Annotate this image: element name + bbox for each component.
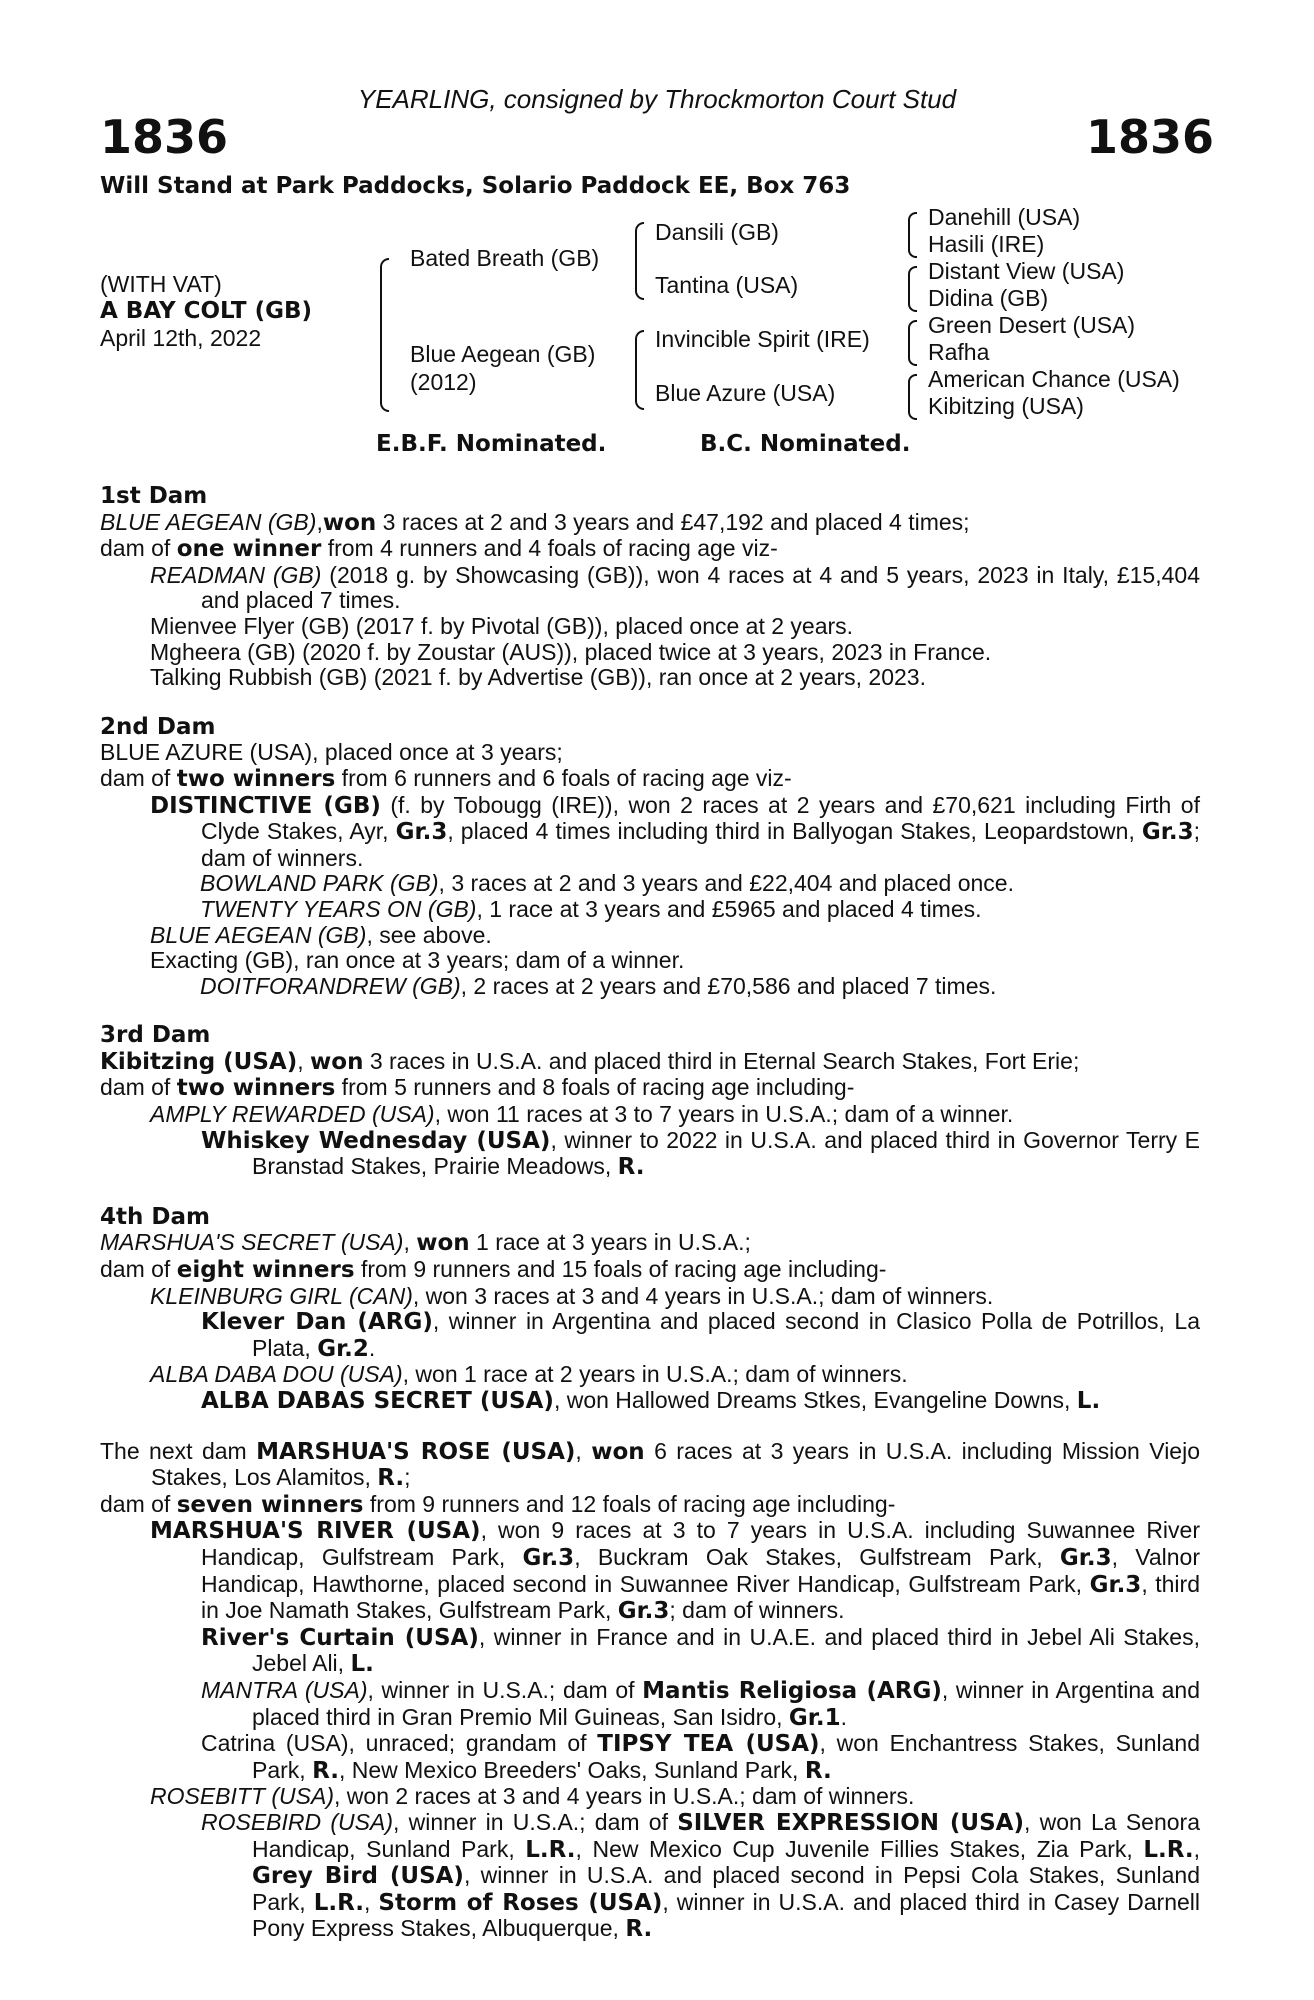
text: , (1193, 1835, 1200, 1862)
grandsire-4: American Chance (USA) (928, 366, 1180, 392)
bc-nomination: B.C. Nominated. (700, 431, 911, 457)
brace-parents (380, 258, 389, 412)
bold-text: Gr.1 (788, 1704, 841, 1731)
text: , Buckram Oak Stakes, Gulfstream Park, (574, 1543, 1060, 1570)
text: Talking Rubbish (GB) (2021 f. by Advertise (GB)), ran once at 2 years, 2023. (150, 664, 926, 691)
text: , won Hallowed Dreams Stkes, Evangeline Downs, (553, 1387, 1077, 1413)
entry-line (100, 563, 1200, 614)
bold-text: TIPSY TEA (USA) (597, 1731, 820, 1758)
dam-year: (2012) (410, 369, 477, 395)
text: , won 2 races at 3 and 4 years in U.S.A.; dam of winners. (334, 1783, 915, 1810)
text: (f. by Tobougg (IRE)), won 2 races at 2 years and £70,621 including Firth of Clyde Stakes, Ayr, (201, 791, 1200, 845)
text: BLUE AZURE (USA), placed once at 3 years; (100, 739, 563, 766)
entry-line (100, 665, 1200, 691)
bold-text: seven winners (176, 1491, 364, 1518)
entry-line (100, 1309, 1200, 1362)
text: dam of (100, 1074, 177, 1101)
entry-line (100, 1810, 1200, 1943)
dam-section (100, 1205, 1200, 1415)
dam-sire: Invincible Spirit (IRE) (655, 326, 870, 352)
text: , (316, 508, 323, 535)
italic-text: ALBA DABA DOU (USA) (150, 1361, 403, 1388)
italic-text: BLUE AEGEAN (GB) (100, 508, 317, 535)
entry-line (100, 1362, 1200, 1388)
dam-dam: Blue Azure (USA) (655, 380, 836, 406)
section-heading: 1st Dam (100, 483, 208, 509)
text: , placed 4 times including third in Ballyogan Stakes, Leopardstown, (447, 818, 1142, 845)
bold-text: Storm of Roses (USA) (378, 1889, 663, 1916)
bold-text: two winners (176, 1075, 336, 1102)
text: The next dam (100, 1437, 257, 1464)
dam-section (100, 1439, 1200, 1943)
sire-dam: Tantina (USA) (655, 272, 799, 298)
brace-dam (635, 330, 644, 410)
bold-text: Gr.3 (395, 819, 448, 846)
text: from 4 runners and 4 foals of racing age viz- (321, 535, 778, 562)
text: , winner in Argentina and placed second in Clasico Polla de Potrillos, La Plata, (252, 1308, 1200, 1361)
entry-line (100, 1128, 1200, 1181)
bold-text: R. (625, 1916, 653, 1943)
text: , (297, 1047, 311, 1074)
text: ; (404, 1464, 411, 1491)
foaling-date: April 12th, 2022 (100, 325, 262, 351)
bold-text: Gr.3 (617, 1598, 670, 1625)
text: dam of (100, 1256, 177, 1283)
entry-line (100, 1518, 1200, 1624)
entry-line (100, 793, 1200, 872)
text: , New Mexico Cup Juvenile Fillies Stakes, Zia Park, (575, 1835, 1144, 1862)
text: from 9 runners and 15 foals of racing age including- (354, 1256, 887, 1283)
entry-line (100, 1439, 1200, 1492)
entry-line (100, 1731, 1200, 1784)
bold-text: ALBA DABAS SECRET (USA) (201, 1388, 554, 1414)
entry-line (100, 536, 1200, 563)
family-notes (100, 484, 1200, 1967)
text: , winner to 2022 in U.S.A. and placed third in Governor Terry E Branstad Stakes, Prairie Meadows, (252, 1126, 1200, 1180)
italic-text: AMPLY REWARDED (USA) (150, 1101, 435, 1128)
bold-text: Klever Dan (ARG) (201, 1309, 433, 1336)
bold-text: Gr.3 (1141, 819, 1194, 846)
entry-line (100, 1257, 1200, 1284)
entry-line (100, 1102, 1200, 1128)
entry-line (100, 614, 1200, 640)
brace-sire (635, 222, 644, 300)
text: 3 races at 2 and 3 years and £47,192 and placed 4 times; (376, 508, 970, 535)
text: dam of (100, 535, 177, 562)
text: , (403, 1229, 417, 1256)
entry-line (100, 1678, 1200, 1731)
entry-line (100, 766, 1200, 793)
ebf-nomination: E.B.F. Nominated. (376, 431, 607, 457)
bold-text: MARSHUA'S RIVER (USA) (150, 1518, 481, 1545)
text: Exacting (GB), ran once at 3 years; dam of a winner. (150, 947, 685, 974)
bold-text: DISTINCTIVE (GB) (150, 792, 381, 819)
bold-text: Grey Bird (USA) (252, 1863, 464, 1890)
bold-text: two winners (176, 765, 336, 792)
text: from 6 runners and 6 foals of racing age viz- (335, 764, 792, 791)
bold-text: SILVER EXPRESSION (USA) (677, 1809, 1024, 1836)
bold-text: eight winners (176, 1257, 355, 1284)
bold-text: Whiskey Wednesday (USA) (201, 1127, 551, 1154)
bold-text: River's Curtain (USA) (201, 1624, 479, 1651)
entry-line (100, 1284, 1200, 1310)
text: , Valnor Handicap, Hawthorne, placed second in Suwannee River Handicap, Gulfstream Park, (201, 1543, 1200, 1597)
grandsire-2: Distant View (USA) (928, 258, 1125, 284)
entry-line (100, 1075, 1200, 1102)
bold-text: won (310, 1048, 364, 1075)
entry-line (100, 640, 1200, 666)
italic-text: KLEINBURG GIRL (CAN) (150, 1282, 413, 1309)
lot-number-left: 1836 (100, 110, 229, 164)
stand-location: Will Stand at Park Paddocks, Solario Paddock EE, Box 763 (100, 173, 851, 199)
text: , 2 races at 2 years and £70,586 and placed 7 times. (460, 972, 997, 999)
bold-text: won (591, 1438, 645, 1465)
text: Mienvee Flyer (GB) (2017 f. by Pivotal (GB)), placed once at 2 years. (150, 612, 854, 639)
text: , third in Joe Namath Stakes, Gulfstream Park, (201, 1570, 1200, 1624)
entry-line (100, 510, 1200, 537)
brace-g4 (908, 374, 917, 420)
text: ; dam of winners. (669, 1597, 845, 1624)
text: , see above. (366, 921, 492, 948)
text: ; dam of winners. (201, 818, 1200, 871)
entry-line (100, 1492, 1200, 1519)
text: , 3 races at 2 and 3 years and £22,404 and placed once. (438, 870, 1014, 897)
lot-number-right: 1836 (1085, 110, 1214, 164)
vat-note: (WITH VAT) (100, 271, 222, 297)
text: from 5 runners and 8 foals of racing age including- (335, 1074, 855, 1101)
text: 3 races in U.S.A. and placed third in Eternal Search Stakes, Fort Erie; (363, 1047, 1080, 1074)
text: , (364, 1888, 379, 1915)
text: , won La Senora Handicap, Sunland Park, (252, 1808, 1200, 1862)
grandsire-3: Green Desert (USA) (928, 312, 1136, 338)
text: dam of (100, 764, 177, 791)
text: , won 1 race at 2 years in U.S.A.; dam of winners. (402, 1361, 908, 1388)
text: 6 races at 3 years in U.S.A. including Mission Viejo Stakes, Los Alamitos, (151, 1437, 1200, 1491)
text: 1 race at 3 years in U.S.A.; (469, 1229, 751, 1256)
text: , winner in U.S.A.; dam of (392, 1808, 678, 1835)
section-heading: 2nd Dam (100, 713, 216, 740)
granddam-4: Kibitzing (USA) (928, 393, 1084, 419)
text: , winner in U.S.A. and placed third in Casey Darnell Pony Express Stakes, Albuquerque, (252, 1888, 1200, 1942)
bold-text: Gr.3 (1059, 1544, 1112, 1571)
bold-text: L.R. (1143, 1836, 1194, 1863)
text: (2018 g. by Showcasing (GB)), won 4 races at 4 and 5 years, 2023 in Italy, £15,404 and placed 7 times. (201, 561, 1200, 614)
bold-text: L. (350, 1651, 374, 1678)
entry-line (100, 974, 1200, 1000)
italic-text: BOWLAND PARK (GB) (200, 870, 439, 897)
entry-line (100, 948, 1200, 974)
text: , winner in France and in U.A.E. and placed third in Jebel Ali Stakes, Jebel Ali, (252, 1623, 1200, 1677)
bold-text: Gr.2 (317, 1335, 369, 1362)
section-heading: 3rd Dam (100, 1022, 211, 1049)
text: , won 11 races at 3 to 7 years in U.S.A.; dam of a winner. (434, 1101, 1014, 1128)
bold-text: won (322, 509, 377, 536)
bold-text: won (416, 1230, 470, 1257)
text: , 1 race at 3 years and £5965 and placed 4 times. (476, 895, 982, 922)
bold-text: R. (804, 1757, 832, 1784)
text: , won 9 races at 3 to 7 years in U.S.A. including Suwannee River Handicap, Gulfstream Park, (201, 1517, 1200, 1570)
text: , won Enchantress Stakes, Sunland Park, (252, 1730, 1200, 1783)
text: , (575, 1437, 592, 1464)
sire: Bated Breath (GB) (410, 245, 600, 271)
text: , won 3 races at 3 and 4 years in U.S.A.; dam of winners. (412, 1282, 994, 1309)
bold-text: MARSHUA'S ROSE (USA) (256, 1438, 576, 1465)
dam-section (100, 715, 1200, 1000)
granddam-2: Didina (GB) (928, 285, 1049, 311)
horse-name: A BAY COLT (GB) (100, 298, 313, 324)
dam-section (100, 1023, 1200, 1181)
bold-text: Mantis Religiosa (ARG) (642, 1677, 942, 1704)
bold-text: R. (617, 1154, 645, 1181)
bold-text: Kibitzing (USA) (100, 1048, 298, 1075)
text: , winner in U.S.A. and placed second in Pepsi Cola Stakes, Sunland Park, (252, 1862, 1200, 1915)
entry-line (100, 871, 1200, 897)
bold-text: L.R. (313, 1889, 364, 1916)
brace-g2 (908, 266, 917, 312)
italic-text: DOITFORANDREW (GB) (200, 972, 461, 999)
italic-text: MARSHUA'S SECRET (USA) (100, 1229, 404, 1256)
italic-text: MANTRA (USA) (201, 1676, 368, 1703)
bold-text: Gr.3 (522, 1544, 575, 1571)
entry-line (100, 1784, 1200, 1810)
granddam-1: Hasili (IRE) (928, 231, 1045, 257)
bold-text: L. (1076, 1388, 1101, 1414)
text: Catrina (USA), unraced; grandam of (201, 1730, 598, 1757)
bold-text: L.R. (525, 1836, 576, 1863)
bold-text: one winner (176, 536, 322, 563)
italic-text: BLUE AEGEAN (GB) (150, 921, 367, 948)
bold-text: R. (312, 1757, 339, 1784)
italic-text: ROSEBIRD (USA) (201, 1808, 393, 1835)
text: . (840, 1703, 847, 1730)
brace-g1 (908, 212, 917, 258)
italic-text: TWENTY YEARS ON (GB) (200, 895, 477, 922)
consignor-line: YEARLING, consigned by Throckmorton Court Stud (357, 84, 957, 114)
text: , New Mexico Breeders' Oaks, Sunland Park, (338, 1756, 805, 1783)
sire-sire: Dansili (GB) (655, 219, 779, 245)
entry-line (100, 1230, 1200, 1257)
italic-text: READMAN (GB) (150, 561, 322, 588)
section-heading: 4th Dam (100, 1203, 210, 1230)
dam: Blue Aegean (GB) (410, 341, 596, 367)
text: Mgheera (GB) (2020 f. by Zoustar (AUS)), placed twice at 3 years, 2023 in France. (150, 638, 992, 665)
brace-g3 (908, 320, 917, 366)
bold-text: Gr.3 (1089, 1571, 1142, 1598)
italic-text: ROSEBITT (USA) (150, 1783, 335, 1810)
dam-section (100, 484, 1200, 691)
text: . (368, 1334, 376, 1361)
entry-line (100, 897, 1200, 923)
bold-text: R. (377, 1465, 405, 1492)
entry-line (100, 923, 1200, 949)
grandsire-1: Danehill (USA) (928, 204, 1081, 230)
text: dam of (100, 1490, 177, 1517)
entry-line (100, 740, 1200, 766)
text: , winner in U.S.A.; dam of (367, 1676, 643, 1703)
entry-line (100, 1625, 1200, 1678)
entry-line (100, 1049, 1200, 1076)
text: from 9 runners and 12 foals of racing age including- (363, 1490, 896, 1517)
entry-line (100, 1388, 1200, 1415)
text: , winner in Argentina and placed third in Gran Premio Mil Guineas, San Isidro, (252, 1676, 1201, 1730)
granddam-3: Rafha (928, 339, 990, 365)
